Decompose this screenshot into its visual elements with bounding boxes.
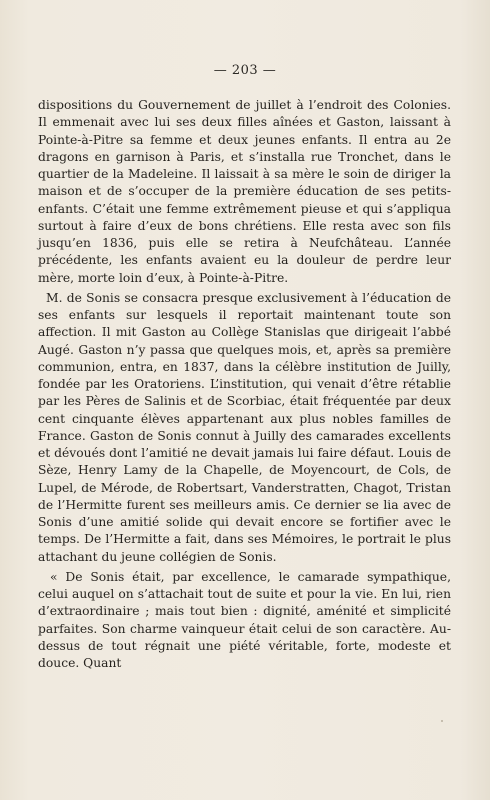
page-number: — 203 — bbox=[213, 63, 277, 78]
paragraph-1: dispositions du Gouvernement de juillet à l’endroit des Colonies. Il emmenait avec lui ses deux filles aînées et Gaston, laissant à Pointe-à-Pitre sa femme et deux jeunes enfants. Il entra au 2e dragons en garnison à Paris, et s’installa rue Tronchet, dans le quartier de la Madeleine. Il laissait à sa mère le soin de diriger la maison et de s’occuper de la première éducation de ses petits-enfants. C’était une femme extrêmement pieuse et qui s’appliqua surtout à faire d’eux de bons chrétiens. Elle resta avec son fils jusqu’en 1836, puis elle se retira à Neufchâteau. L’année précédente, les enfants avaient eu la douleur de perdre leur mère, morte loin d’eux, à Pointe-à-Pitre. bbox=[38, 98, 451, 285]
paragraph-2: M. de Sonis se consacra presque exclusivement à l’éducation de ses enfants sur lesquels il reportait maintenant toute son affection. Il mit Gaston au Collège Stanislas que dirigeait l’abbé Augé. Gaston n’y passa que quelques mois, et, après sa première communion, entra, en 1837, dans la célèbre institution de Juilly, fondée par les Oratoriens. L’institution, qui venait d’être rétablie par les Pères de Salinis et de Scorbiac, était fréquentée par deux cent cinquante élèves appartenant aux plus nobles familles de France. Gaston de Sonis connut à Juilly des camarades excellents et dévoués dont l’amitié ne devait jamais lui faire défaut. Louis de Sèze, Henry Lamy de la Chapelle, de Moyencourt, de Cols, de Lupel, de Mérode, de Robertsart, Vanderstratten, Chagot, Tristan de l’Hermitte furent ses meilleurs amis. Ce dernier se lia avec de Sonis d’une amitié solide qui devait encore se fortifier avec le temps. De l’Hermitte a fait, dans ses Mémoires, le portrait le plus attachant du jeune collégien de Sonis. bbox=[38, 290, 451, 564]
paragraph-3-quote: « De Sonis était, par excellence, le camarade sympathique, celui auquel on s’attachait tout de suite et pour la vie. En lui, rien d’extraordinaire ; mais tout bien : dignité, aménité et simplicité parfaites. Son charme vainqueur était celui de son caractère. Au-dessus de tout régnait une piété véritable, forte, modeste et douce. Quant bbox=[38, 569, 451, 670]
page-body bbox=[38, 97, 451, 672]
paper-speck bbox=[441, 720, 443, 722]
